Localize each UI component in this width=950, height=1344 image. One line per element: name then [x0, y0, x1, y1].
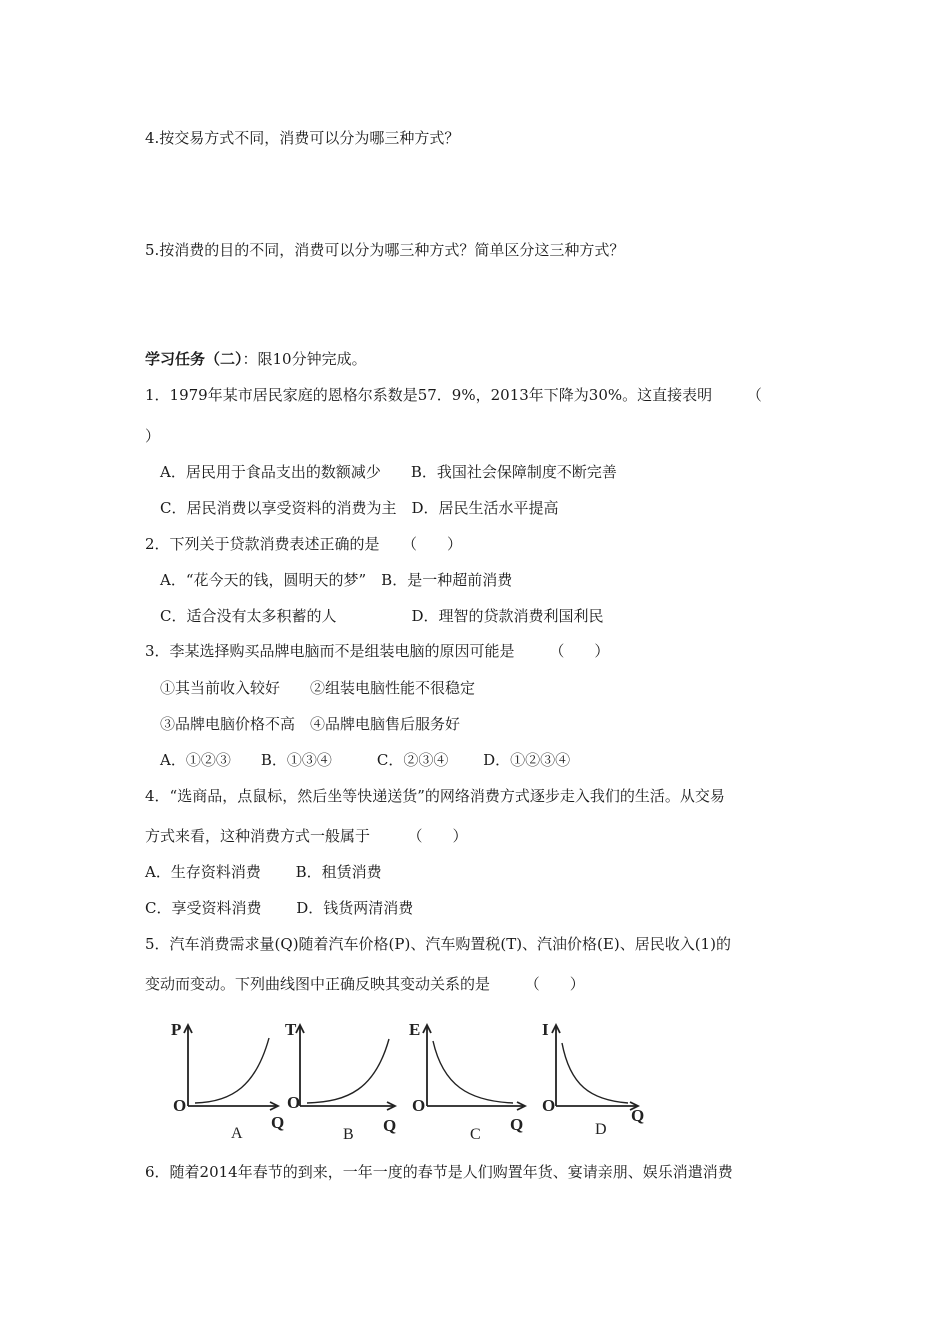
q2-stem: 2．下列关于贷款消费表述正确的是 （ ） [145, 535, 463, 553]
panel-d-y-label: I [542, 1020, 549, 1039]
panel-a-y-label: P [171, 1020, 182, 1039]
panel-a-caption: A [231, 1125, 243, 1142]
curve-figure-svg [143, 1005, 655, 1145]
q4-stem-cont: 方式来看，这种消费方式一般属于 （ ） [145, 827, 468, 845]
panel-d-x-label: Q [631, 1106, 645, 1125]
q1-options-row2: C．居民消费以享受资料的消费为主 D．居民生活水平提高 [160, 499, 559, 517]
panel-c-x-label: Q [510, 1115, 524, 1134]
q5-stem-cont: 变动而变动。下列曲线图中正确反映其变动关系的是 （ ） [145, 975, 585, 993]
panel-b-origin: O [287, 1093, 301, 1112]
panel-a-curve [195, 1038, 269, 1103]
panel-a-axes [184, 1025, 278, 1110]
q3-options-row: A．①②③ B．①③④ C．②③④ D．①②③④ [160, 751, 571, 769]
q2-options-row1: A．“花今天的钱，圆明天的梦” B．是一种超前消费 [160, 571, 513, 589]
panel-b-y-label: T [285, 1020, 297, 1039]
panel-b-caption: B [343, 1126, 354, 1143]
q4-options-row2: C．享受资料消费 D．钱货两清消费 [145, 899, 414, 917]
q1-options-row1: A．居民用于食品支出的数额减少 B．我国社会保障制度不断完善 [160, 463, 617, 481]
panel-a-x-label: Q [271, 1113, 285, 1132]
panel-d-caption: D [595, 1121, 607, 1138]
question-5-top: 5.按消费的目的不同，消费可以分为哪三种方式？简单区分这三种方式？ [145, 241, 625, 259]
task-heading [145, 348, 367, 369]
task-suffix: ：限10分钟完成。 [242, 350, 367, 368]
panel-b-x-label: Q [383, 1116, 397, 1135]
panel-b-curve [307, 1039, 389, 1103]
panel-c-curve [433, 1041, 513, 1103]
q4-stem: 4．“选商品，点鼠标，然后坐等快递送货”的网络消费方式逐步走入我们的生活。从交易 [145, 787, 725, 805]
panel-c-y-label: E [409, 1020, 421, 1039]
curve-figure [143, 1005, 655, 1145]
task-title: 学习任务（二） [145, 350, 243, 368]
q4-options-row1: A．生存资料消费 B．租赁消费 [145, 863, 382, 881]
panel-b-axes [296, 1025, 395, 1110]
panel-c-axes [423, 1025, 525, 1110]
panel-d-curve [562, 1043, 628, 1103]
q1-stem: 1．1979年某市居民家庭的恩格尔系数是57．9%，2013年下降为30%。这直接表明 （ [145, 386, 762, 404]
q1-stem-cont: ） [145, 427, 161, 445]
q5-stem: 5．汽车消费需求量(Q)随着汽车价格(P)、汽车购置税(T)、汽油价格(E)、居民收入(1)的 [145, 935, 731, 953]
panel-d-origin: O [542, 1096, 556, 1115]
panel-d-axes [552, 1025, 638, 1110]
q3-stem: 3．李某选择购买品牌电脑而不是组装电脑的原因可能是 （ ） [145, 642, 610, 660]
question-4-top: 4.按交易方式不同，消费可以分为哪三种方式？ [145, 129, 460, 147]
panel-a-origin: O [173, 1096, 187, 1115]
q3-statements-1: ①其当前收入较好 ②组装电脑性能不很稳定 [160, 679, 476, 697]
q2-options-row2: C．适合没有太多积蓄的人 D．理智的贷款消费利国利民 [160, 607, 604, 625]
q6-stem: 6．随着2014年春节的到来，一年一度的春节是人们购置年货、宴请亲朋、娱乐消遣消费 [145, 1163, 733, 1181]
panel-c-origin: O [412, 1096, 426, 1115]
q3-statements-2: ③品牌电脑价格不高 ④品牌电脑售后服务好 [160, 715, 461, 733]
panel-c-caption: C [470, 1126, 481, 1143]
